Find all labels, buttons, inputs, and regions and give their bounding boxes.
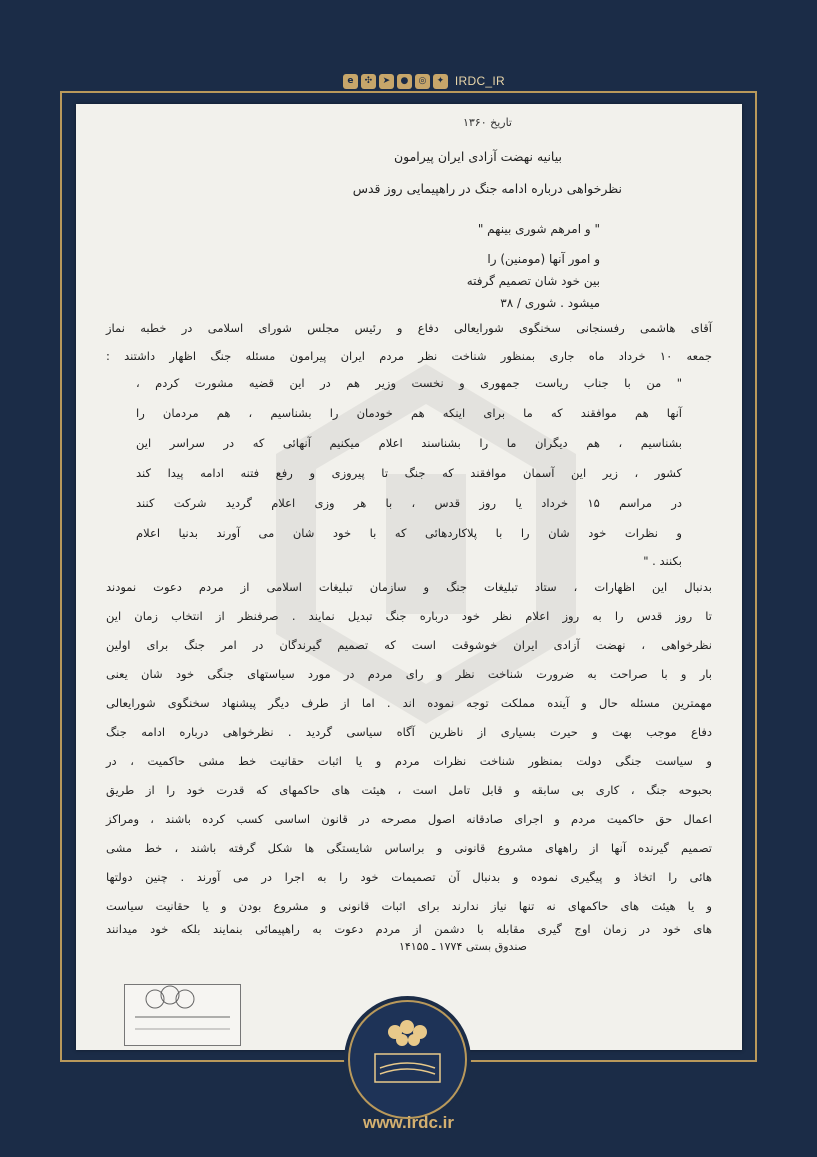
- paragraph-line: تا روز قدس را به روز اعلام نظر خود درباره جنگ تبدیل نمایند . صرفنظر از انتخاب زمان این: [106, 609, 712, 623]
- paragraph-line: مهمترین مسئله حال و آینده مملکت توجه نموده اند . اما از طرف دیگر پیشنهاد سخنگوی شورایعالی: [106, 696, 712, 710]
- document-date: تاریخ ۱۳۶۰: [462, 116, 512, 129]
- paragraph-line: جمعه ۱۰ خرداد ماه جاری بمنظور شناخت نظر مردم ایران پیرامون مسئله جنگ اظهار داشتند :: [106, 349, 712, 363]
- paragraph-line: دفاع موجب بهت و حیرت بسیاری از ناظرین آگاه سیاسی گردید . نظرخواهی درباره ادامه جنگ: [106, 725, 712, 739]
- document-title: بیانیه نهضت آزادی ایران پیرامون: [393, 149, 562, 164]
- paragraph-line: اعمال حق حاکمیت مردم و اجرای صادقانه اصول مصرحه در قانون اساسی کسب کرده باشند ، ومراکز: [106, 812, 712, 826]
- twitter-icon[interactable]: ✦: [433, 74, 448, 89]
- reference-number: صندوق بستی ۱۷۷۴ ـ ۱۴۱۵۵: [398, 940, 527, 953]
- aparat-icon[interactable]: ✣: [361, 74, 376, 89]
- quote-line: و امور آنها (مومنین) را: [487, 252, 600, 266]
- bale-icon[interactable]: ●: [397, 74, 412, 89]
- document-subtitle: نظرخواهی درباره ادامه جنگ در راهپیمایی روز قدس: [352, 181, 622, 196]
- stamp-logo-icon: [125, 985, 240, 1045]
- irdc-emblem-icon: [350, 1002, 465, 1117]
- paragraph-line: بکنند . ": [643, 554, 682, 568]
- paragraph-line: بدنبال این اظهارات ، ستاد تبلیغات جنگ و سازمان تبلیغات اسلامی از مردم دعوت نمودند: [106, 580, 712, 594]
- irdc-logo[interactable]: [348, 1000, 467, 1119]
- paragraph-line: و یا هیئت های حاکمهای نه تنها نیاز ندارند برای اثبات قانونی و مشروع بودن و یا حقانیت سیاست: [106, 899, 712, 913]
- paragraph-line: هائی را اتخاذ و پیگیری نموده و بدنبال آن تصمیمات خود را به اجرا در می آورند . چنین دولتها: [106, 870, 712, 884]
- paragraph-line: بحبوحه جنگ ، کاری بی سابقه و قابل تامل است ، هیئت های حاکمهای که قدرت خود را از طریق: [106, 783, 712, 797]
- quote-line: " و امرهم شوری بینهم ": [477, 222, 600, 236]
- paragraph-line: آقای هاشمی رفسنجانی سخنگوی شورایعالی دفاع و رئیس مجلس شورای اسلامی در خطبه نماز: [106, 321, 712, 335]
- paragraph-line: و نظرات خود شان را با پلاکاردهائی که با خود شان می آورند بدنیا اعلام: [136, 526, 682, 540]
- paragraph-line: تصمیم گیرنده آنها از راههای مشروع قانونی و براساس شایستگی ها شکل گرفته باشند ، خط مشی: [106, 841, 712, 855]
- archive-stamp: [124, 984, 241, 1046]
- paragraph-line: بار و با صراحت به ضرورت شناخت نظر و رای مردم در مورد سیاستهای جنگی خود شان یعنی: [106, 667, 712, 681]
- paragraph-line: در مراسم ۱۵ خرداد یا روز قدس ، با هر وزی اعلام گردید شرکت کنند: [136, 496, 683, 510]
- instagram-icon[interactable]: ◎: [415, 74, 430, 89]
- email-icon[interactable]: e: [343, 74, 358, 89]
- paragraph-line: نظرخواهی ، نهضت آزادی ایران خوشوقت است که تصمیم گیرندگان در امر جنگ برای اولین: [106, 638, 712, 652]
- footer-url[interactable]: www.irdc.ir: [362, 1113, 454, 1132]
- quote-line: بین خود شان تصمیم گرفته: [466, 274, 600, 288]
- document-page: [76, 104, 742, 1050]
- social-bar: [343, 72, 505, 90]
- telegram-icon[interactable]: ➤: [379, 74, 394, 89]
- quote-line: میشود . شوری / ۳۸: [500, 296, 600, 310]
- paragraph-line: های خود در زمان اوج گیری مقابله با دشمن از مردم دعوت به راهپیمائی بنمایند بلکه خود میدانند: [106, 922, 712, 936]
- paragraph-line: کشور ، زیر این آسمان موافقند که جنگ تا پیروزی و رفع فتنه ادامه پیدا کند: [136, 466, 682, 480]
- paragraph-line: بشناسیم ، هم دیگران ما را بشناسند اعلام میکنیم آنهائی که در سراسر این: [136, 436, 682, 450]
- paragraph-line: و سیاست جنگی دولت بمنظور شناخت نظرات مردم و یا اثبات حقانیت خط مشی حاکمیت ، در: [106, 754, 712, 768]
- paragraph-line: آنها هم موافقند که ما برای اینکه هم خودمان را بشناسیم ، هم مردمان را: [136, 406, 682, 420]
- paragraph-line: " من با جناب ریاست جمهوری و نخست وزیر هم در این قضیه مشورت کردم ،: [136, 376, 682, 390]
- social-handle[interactable]: IRDC_IR: [454, 74, 505, 88]
